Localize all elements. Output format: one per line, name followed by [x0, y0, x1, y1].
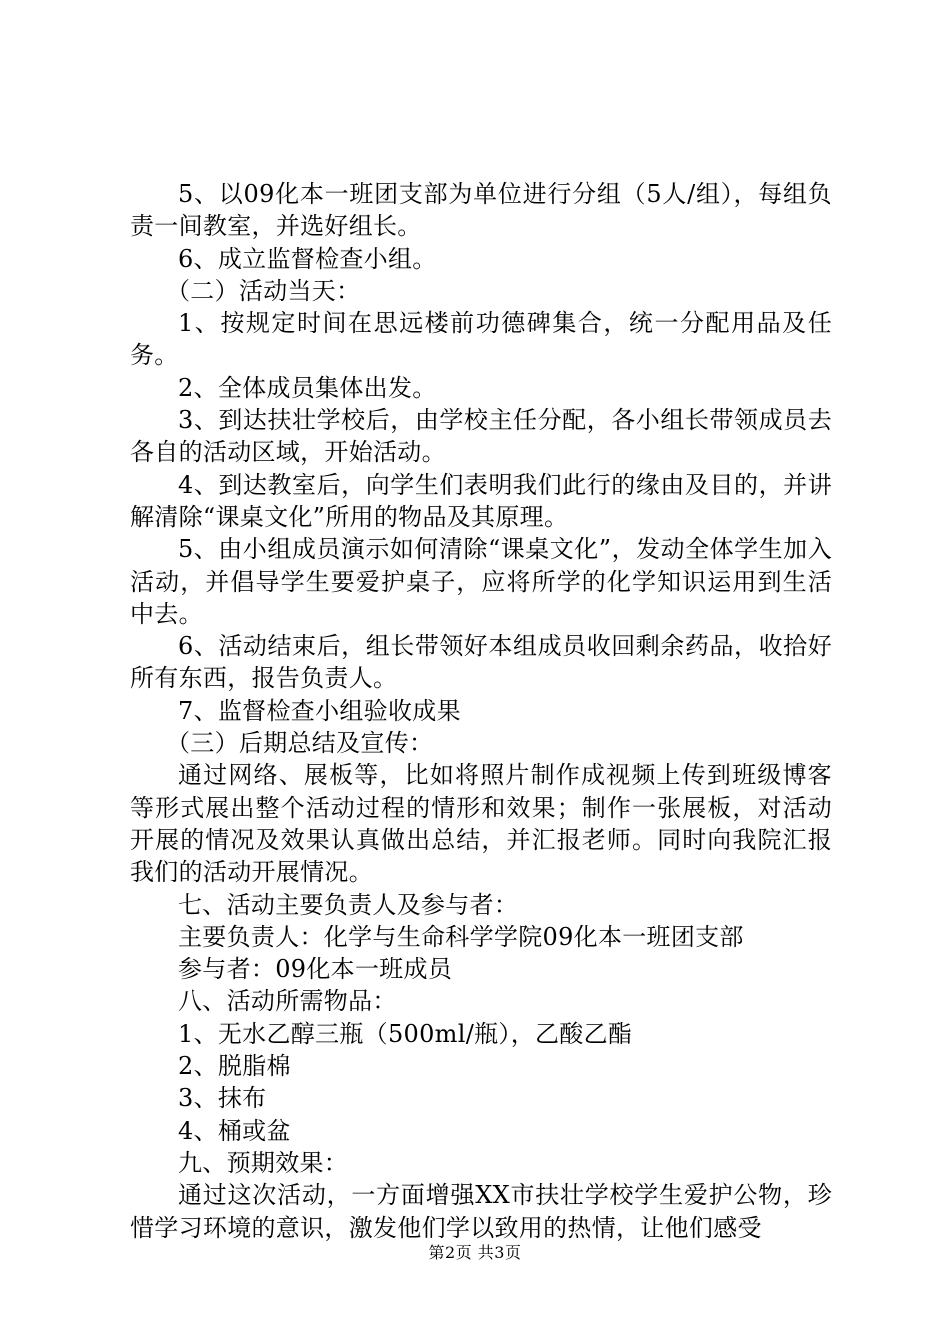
list-item: 4、桶或盆	[178, 1116, 291, 1145]
paragraph: 主要负责人：化学与生命科学学院09化本一班团支部	[178, 922, 744, 951]
document-body	[130, 178, 832, 1244]
list-item: 3、抹布	[178, 1084, 267, 1113]
paragraph: 5、以09化本一班团支部为单位进行分组（5人/组），每组负责一间教室，并选好组长。	[130, 180, 832, 241]
paragraph: 4、到达教室后，向学生们表明我们此行的缘由及目的，并讲解清除“课桌文化”所用的物品及其原理。	[130, 470, 832, 531]
paragraph: 3、到达扶壮学校后，由学校主任分配，各小组长带领成员去各自的活动区域，开始活动。	[130, 406, 832, 467]
section-heading: 七、活动主要负责人及参与者：	[178, 890, 519, 919]
paragraph: 2、全体成员集体出发。	[178, 373, 437, 402]
paragraph: 参与者：09化本一班成员	[178, 955, 453, 984]
section-heading: 八、活动所需物品：	[178, 987, 397, 1016]
page-number-footer: 第2页 共3页	[428, 1243, 522, 1262]
list-item: 1、无水乙醇三瓶（500ml/瓶），乙酸乙酯	[178, 1019, 633, 1048]
paragraph: 6、活动结束后，组长带领好本组成员收回剩余药品，收拾好所有东西，报告负责人。	[130, 632, 832, 693]
paragraph: 5、由小组成员演示如何清除“课桌文化”，发动全体学生加入活动，并倡导学生要爱护桌子，应将所学的化学知识运用到生活中去。	[130, 535, 832, 628]
section-heading: （三）后期总结及宣传：	[166, 729, 434, 758]
paragraph: 通过网络、展板等，比如将照片制作成视频上传到班级博客等形式展出整个活动过程的情形和效果；制作一张展板，对活动开展的情况及效果认真做出总结，并汇报老师。同时向我院汇报我们的活动开展情况。	[130, 761, 832, 887]
section-heading: （二）活动当天：	[166, 276, 361, 305]
paragraph: 1、按规定时间在思远楼前功德碑集合，统一分配用品及任务。	[130, 309, 832, 370]
list-item: 2、脱脂棉	[178, 1052, 291, 1081]
paragraph: 通过这次活动，一方面增强XX市扶壮学校学生爱护公物，珍惜学习环境的意识，激发他们学以致用的热情，让他们感受	[130, 1181, 832, 1242]
section-heading: 九、预期效果：	[178, 1148, 349, 1177]
paragraph: 7、监督检查小组验收成果	[178, 696, 461, 725]
paragraph: 6、成立监督检查小组。	[178, 244, 437, 273]
